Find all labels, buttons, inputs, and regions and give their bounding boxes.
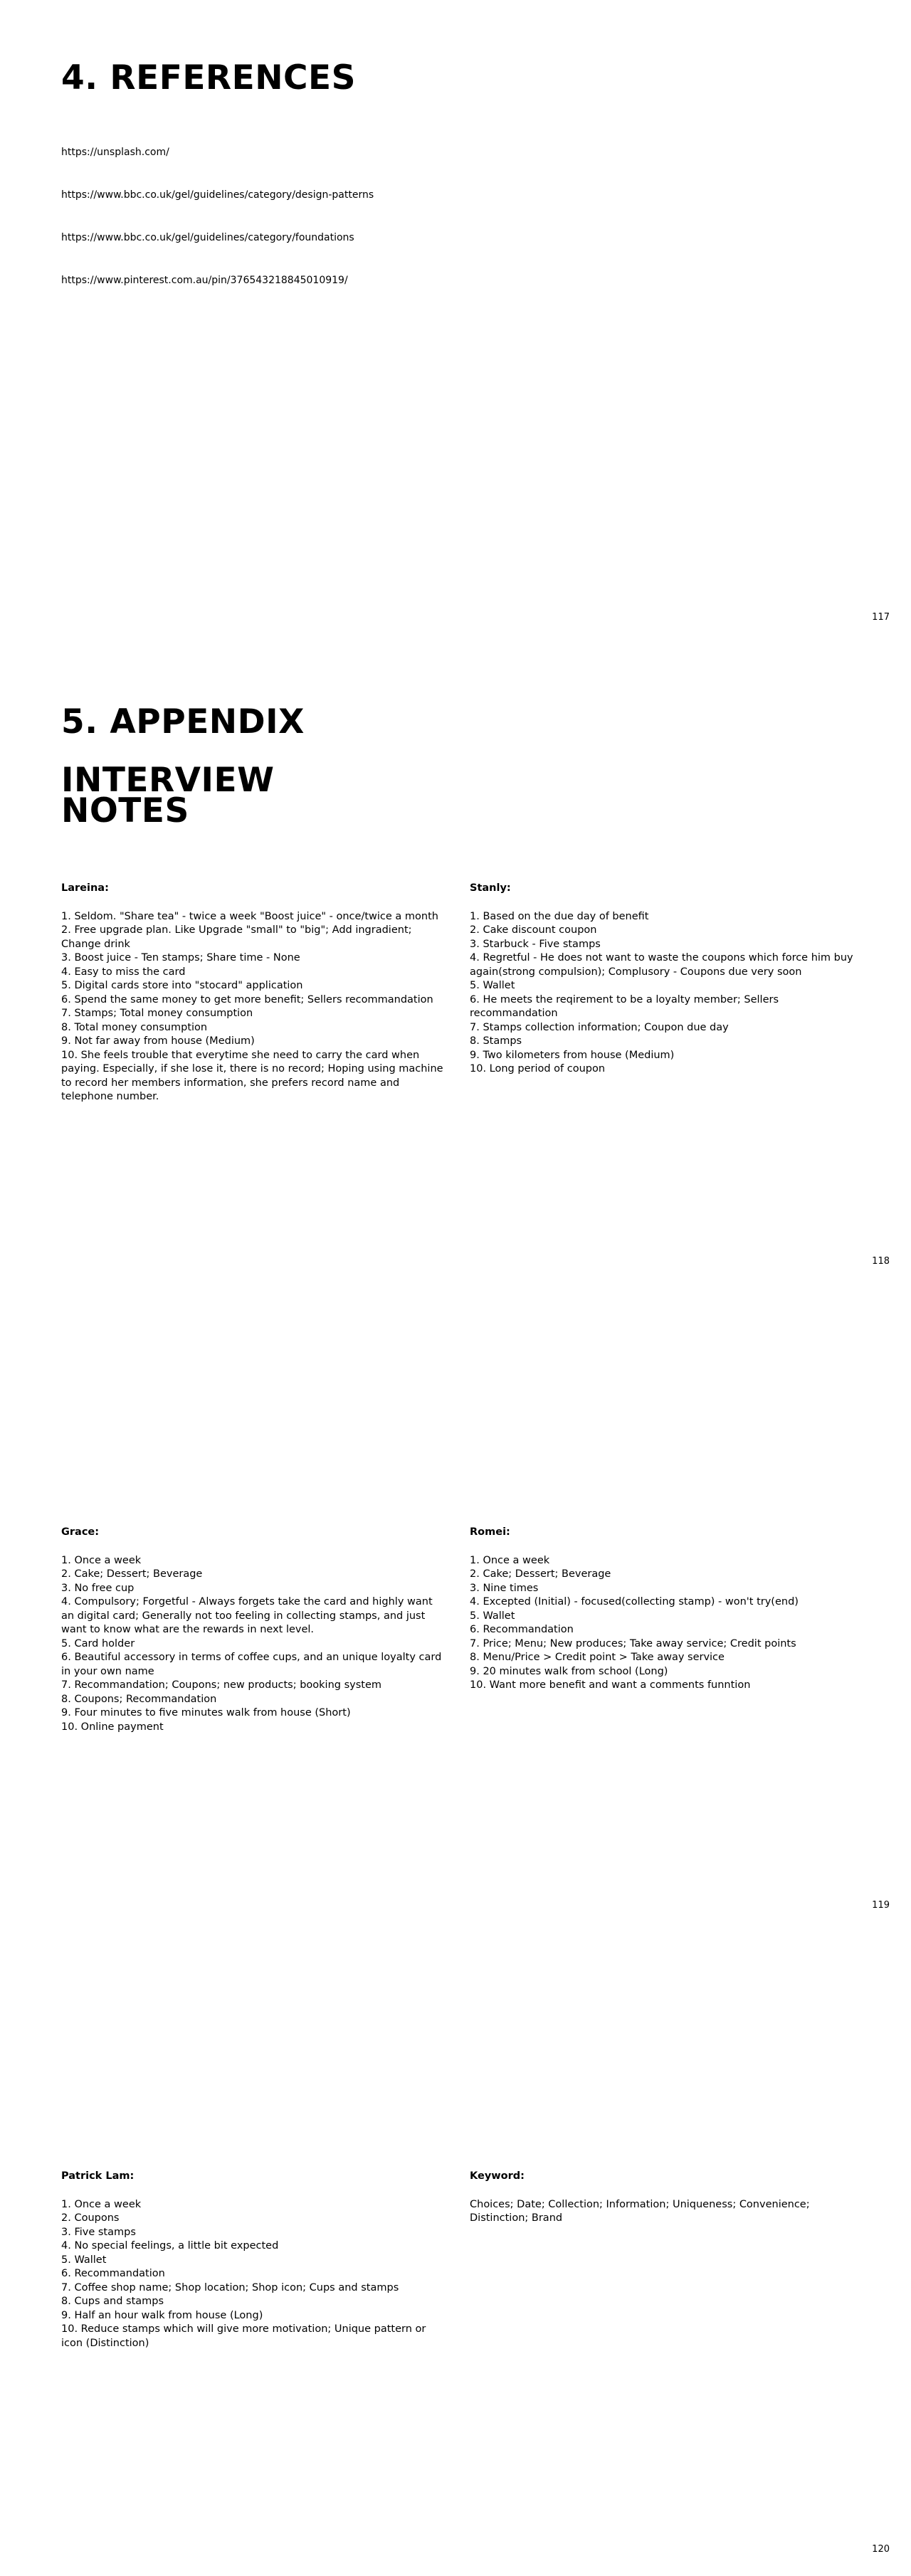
answer-item: 8. Stamps	[470, 1035, 522, 1047]
answer-item: 6. Recommandation	[61, 2268, 165, 2279]
answer-item: 2. Cake; Dessert; Beverage	[61, 1568, 203, 1580]
answer-item: 3. Boost juice - Ten stamps; Share time - None	[61, 952, 300, 964]
keyword-section	[470, 2170, 854, 2226]
answer-item: 10. Long period of coupon	[470, 1063, 606, 1075]
page-number: 117	[872, 612, 890, 623]
page-number: 118	[872, 1256, 890, 1267]
answer-item: 4. Regretful - He does not want to waste the coupons which force him buy again(strong compulsion); Complusory - Coupons due very soon	[470, 952, 853, 978]
answer-item: 5. Wallet	[470, 980, 515, 991]
answer-list	[61, 1554, 446, 1735]
answer-item: 7. Price; Menu; New produces; Take away service; Credit points	[470, 1637, 796, 1649]
page-number: 120	[872, 2544, 890, 2555]
reference-link[interactable]: https://www.bbc.co.uk/gel/guidelines/category/design-patterns	[61, 189, 374, 201]
answer-list	[61, 910, 446, 1104]
reference-link[interactable]: https://www.bbc.co.uk/gel/guidelines/category/foundations	[61, 232, 354, 243]
answer-item: 10. Reduce stamps which will give more motivation; Unique pattern or icon (Distinction)	[61, 2323, 426, 2349]
answer-item: 6. Spend the same money to get more benefit; Sellers recommandation	[61, 993, 433, 1005]
answer-item: 9. 20 minutes walk from school (Long)	[470, 1665, 668, 1677]
answer-item: 6. Beautiful accessory in terms of coffee cups, and an unique loyalty card in your own name	[61, 1652, 442, 1677]
answer-item: 8. Coupons; Recommandation	[61, 1693, 217, 1705]
interviewee-name: Grace:	[61, 1526, 100, 1538]
answer-item: 8. Menu/Price > Credit point > Take away service	[470, 1652, 725, 1663]
answer-item: 5. Wallet	[61, 2254, 107, 2266]
answer-item: 5. Digital cards store into "stocard" application	[61, 980, 303, 991]
interviewee-name: Romei:	[470, 1526, 510, 1538]
answer-item: 4. Compulsory; Forgetful - Always forgets take the card and highly want an digital card; Generally not too feeling in collecting stamps, and just want to know what are the rewards in next level.	[61, 1596, 433, 1635]
answer-item: 1. Seldom. "Share tea" - twice a week "Boost juice" - once/twice a month	[61, 910, 438, 922]
answer-item: 3. Nine times	[470, 1582, 539, 1594]
interview-notes-heading	[61, 761, 275, 830]
interviewee-name: Patrick Lam:	[61, 2170, 135, 2182]
interview-romei	[470, 1526, 854, 1693]
page-118	[0, 644, 911, 1288]
references-list	[61, 147, 374, 317]
answer-item: 9. Half an hour walk from house (Long)	[61, 2309, 263, 2321]
reference-link[interactable]: https://www.pinterest.com.au/pin/376543218845010919/	[61, 275, 348, 286]
interview-notes-line2: NOTES	[61, 791, 189, 830]
answer-item: 3. Starbuck - Five stamps	[470, 938, 601, 950]
answer-item: 7. Coffee shop name; Shop location; Shop icon; Cups and stamps	[61, 2281, 399, 2293]
answer-item: 7. Stamps collection information; Coupon due day	[470, 1021, 729, 1033]
answer-item: 5. Card holder	[61, 1637, 135, 1649]
interview-stanly	[470, 882, 854, 1077]
answer-item: 10. Want more benefit and want a comments funntion	[470, 1679, 751, 1691]
answer-item: 7. Recommandation; Coupons; new products; booking system	[61, 1679, 382, 1691]
page-119	[0, 1288, 911, 1932]
answer-item: 8. Total money consumption	[61, 1021, 208, 1033]
page-number: 119	[872, 1900, 890, 1911]
answer-item: 3. Five stamps	[61, 2226, 136, 2238]
interview-notes-line1: INTERVIEW	[61, 761, 275, 800]
answer-item: 10. Online payment	[61, 1721, 164, 1733]
answer-item: 2. Free upgrade plan. Like Upgrade "small" to "big"; Add ingradient; Change drink	[61, 924, 412, 950]
keyword-text: Choices; Date; Collection; Information; Uniqueness; Convenience; Distinction; Brand	[470, 2198, 810, 2224]
answer-item: 2. Cake; Dessert; Beverage	[470, 1568, 611, 1580]
answer-list	[470, 1554, 854, 1693]
answer-item: 6. He meets the reqirement to be a loyalty member; Sellers recommandation	[470, 993, 779, 1019]
interviewee-name: Lareina:	[61, 882, 109, 894]
reference-link[interactable]: https://unsplash.com/	[61, 147, 169, 158]
answer-item: 1. Once a week	[61, 1554, 142, 1566]
answer-item: 4. Excepted (Initial) - focused(collecting stamp) - won't try(end)	[470, 1596, 799, 1608]
answer-list	[61, 2198, 446, 2351]
interview-patrick-lam	[61, 2170, 446, 2350]
answer-item: 1. Based on the due day of benefit	[470, 910, 649, 922]
answer-item: 8. Cups and stamps	[61, 2296, 164, 2307]
answer-item: 1. Once a week	[61, 2198, 142, 2210]
interviewee-name: Stanly:	[470, 882, 511, 894]
appendix-heading: 5. APPENDIX	[61, 702, 305, 741]
answer-item: 2. Cake discount coupon	[470, 924, 597, 936]
answer-list	[470, 910, 854, 1077]
answer-item: 9. Four minutes to five minutes walk from house (Short)	[61, 1707, 351, 1719]
answer-item: 9. Not far away from house (Medium)	[61, 1035, 255, 1047]
references-heading: 4. REFERENCES	[61, 58, 357, 97]
answer-item: 4. Easy to miss the card	[61, 966, 186, 978]
answer-item: 7. Stamps; Total money consumption	[61, 1008, 253, 1019]
answer-item: 1. Once a week	[470, 1554, 550, 1566]
answer-item: 9. Two kilometers from house (Medium)	[470, 1049, 675, 1061]
answer-item: 10. She feels trouble that everytime she need to carry the card when paying. Especially, if she lose it, there is no record; Hoping using machine to record her members information, she prefers record name and telephone number.	[61, 1049, 443, 1102]
interview-lareina	[61, 882, 446, 1104]
answer-item: 3. No free cup	[61, 1582, 135, 1594]
answer-item: 2. Coupons	[61, 2212, 120, 2224]
keyword-title: Keyword:	[470, 2170, 525, 2182]
answer-item: 4. No special feelings, a little bit expected	[61, 2240, 279, 2252]
answer-item: 6. Recommandation	[470, 1624, 574, 1635]
page-117	[0, 0, 911, 644]
interview-grace	[61, 1526, 446, 1734]
page-120	[0, 1932, 911, 2576]
answer-item: 5. Wallet	[470, 1610, 515, 1622]
